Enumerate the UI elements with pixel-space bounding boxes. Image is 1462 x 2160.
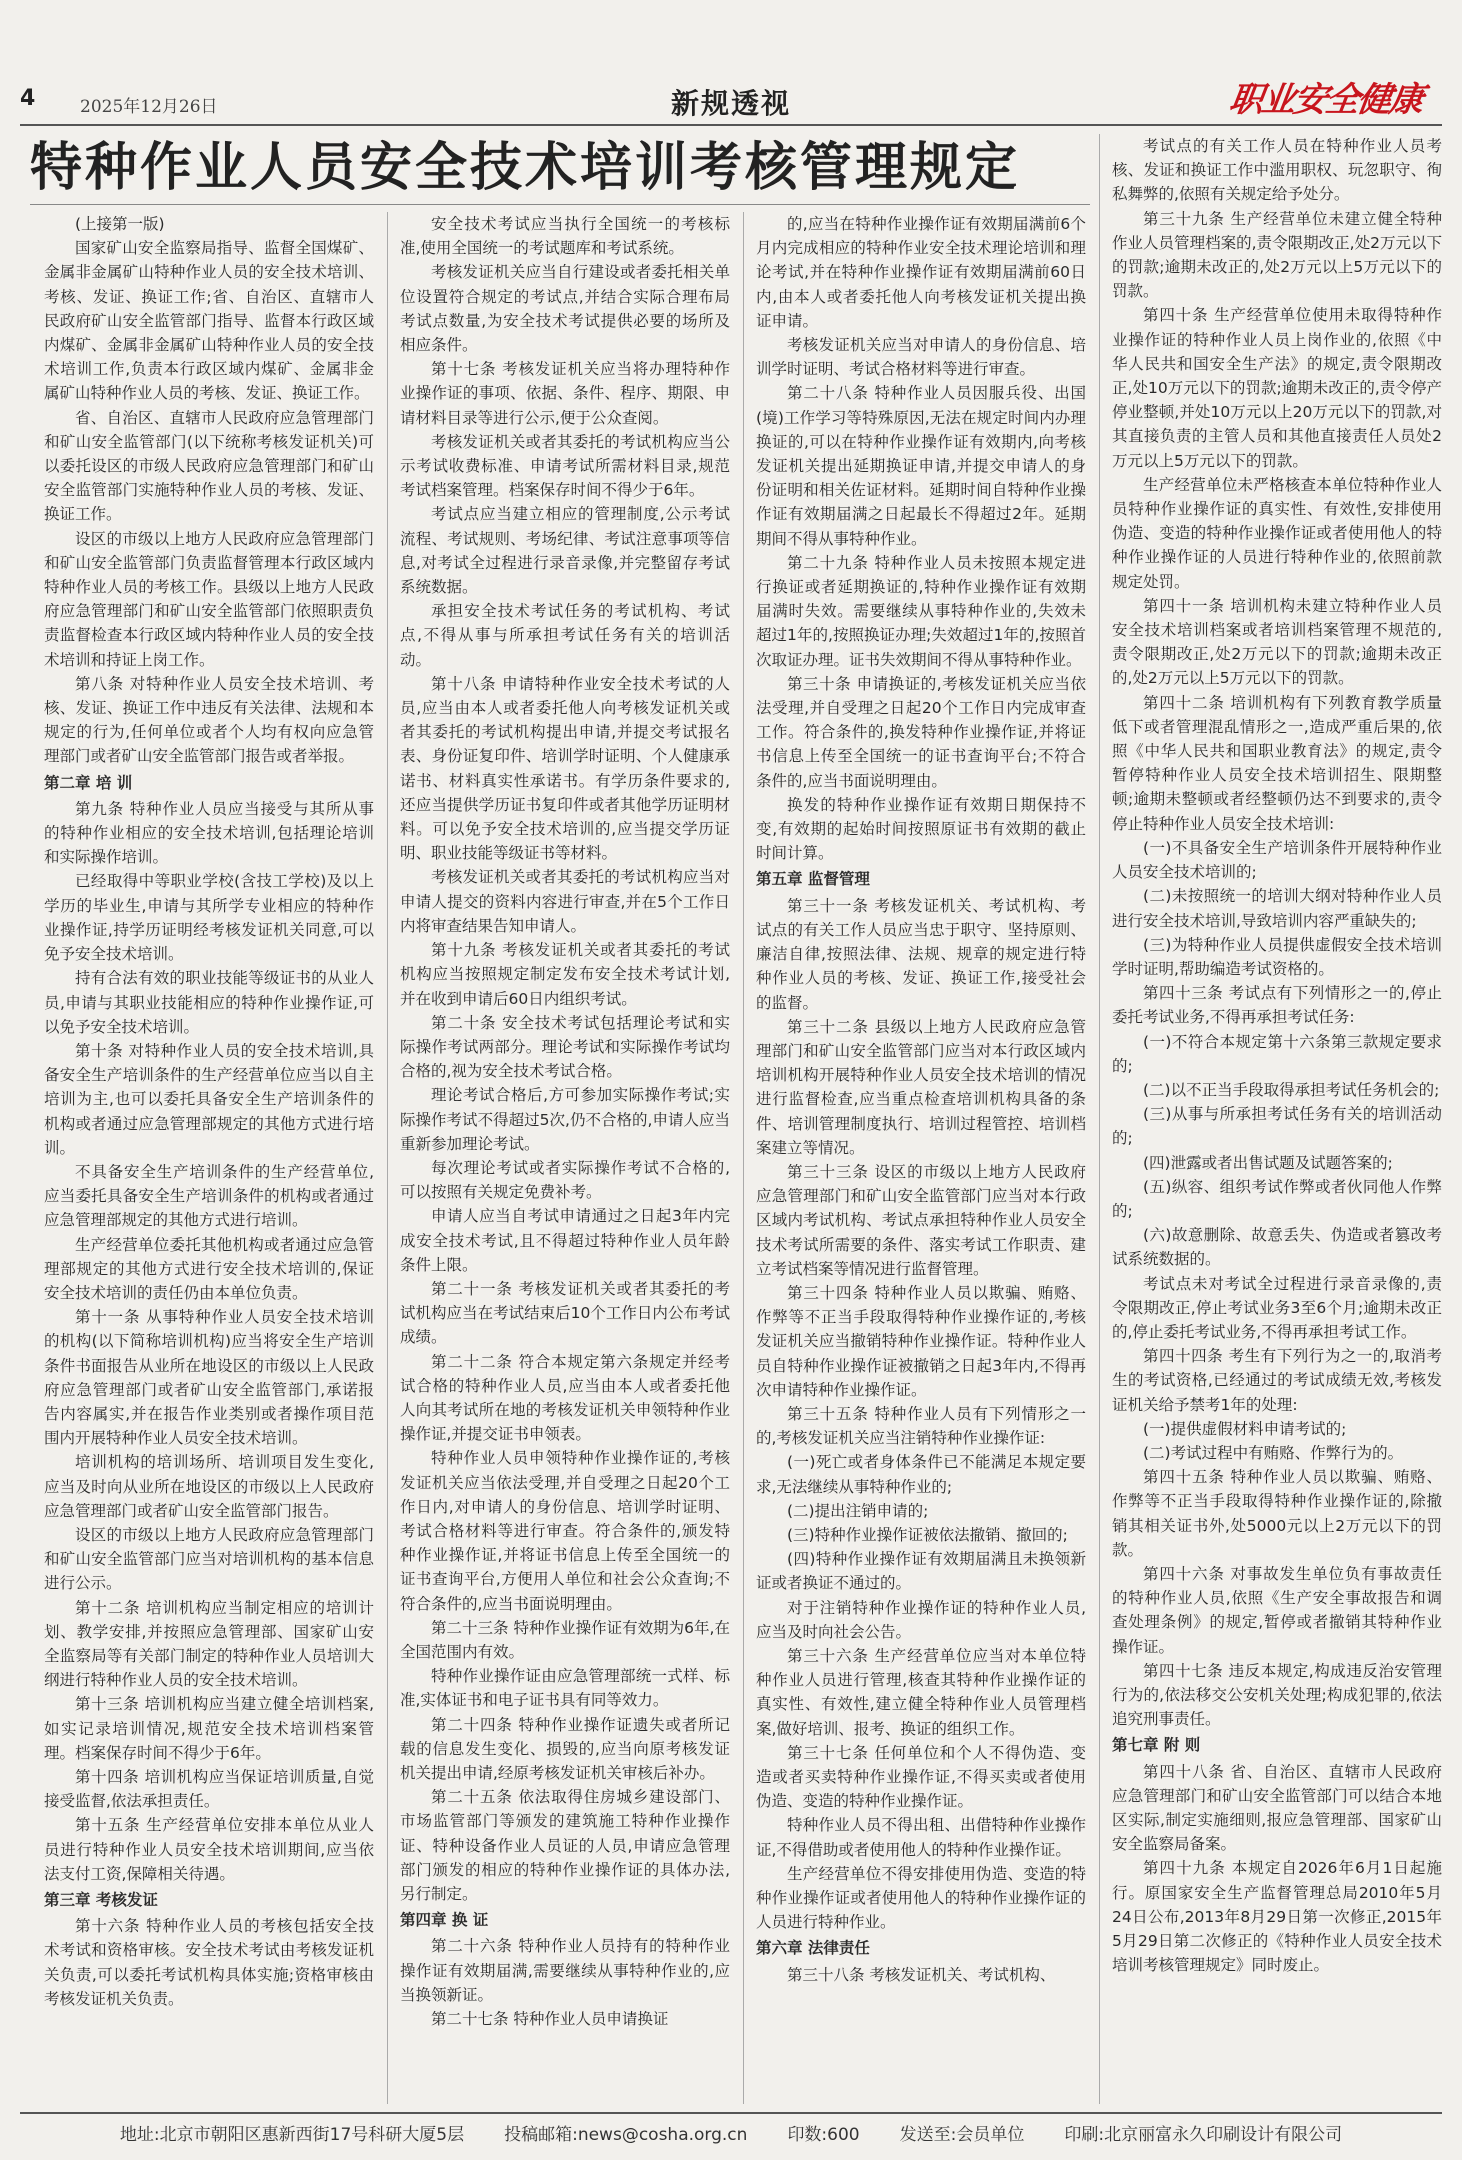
top-rule [20, 124, 1442, 126]
article-paragraph: 第四十六条 对事故发生单位负有事故责任的特种作业人员,依照《生产安全事故报告和调查处理条例》的规定,暂停或者撤销其特种作业操作证。 [1112, 1564, 1442, 1656]
article-paragraph: 第三十二条 县级以上地方人民政府应急管理部门和矿山安全监管部门应当对本行政区域内培训机构开展特种作业人员安全技术培训的情况进行监督检查,应当重点检查培训机构具备的条件、培训管理制度执行、培训过程管控、培训档案建立等情况。 [756, 1017, 1086, 1157]
article-paragraph: 不具备安全生产培训条件的生产经营单位,应当委托具备安全生产培训条件的机构或者通过应急管理部规定的其他方式进行培训。 [44, 1162, 374, 1230]
chapter-heading: 第五章 监督管理 [756, 870, 870, 889]
article-paragraph: 第三十条 申请换证的,考核发证机关应当依法受理,并自受理之日起20个工作日内完成审查工作。符合条件的,换发特种作业操作证,并将证书信息上传至全国统一的证书查询平台;不符合条件的,应当书面说明理由。 [756, 674, 1086, 790]
article-paragraph: 申请人应当自考试申请通过之日起3年内完成安全技术考试,且不得超过特种作业人员年龄条件上限。 [400, 1207, 730, 1274]
article-paragraph: 第二十一条 考核发证机关或者其委托的考试机构应当在考试结束后10个工作日内公布考试成绩。 [400, 1279, 730, 1347]
article-paragraph: (一)不符合本规定第十六条第三款规定要求的; [1112, 1032, 1442, 1075]
article-paragraph: 第二十条 安全技术考试包括理论考试和实际操作考试两部分。理论考试和实际操作考试均合格的,视为安全技术考试合格。 [400, 1013, 730, 1081]
article-paragraph: 第四十四条 考生有下列行为之一的,取消考生的考试资格,已经通过的考试成绩无效,考核发证机关给予禁考1年的处理: [1112, 1347, 1442, 1414]
article-paragraph: (一)提供虚假材料申请考试的; [1143, 1419, 1347, 1438]
article-paragraph: 考核发证机关或者其委托的考试机构应当公示考试收费标准、申请考试所需材料目录,规范考试档案管理。档案保存时间不得少于6年。 [400, 432, 730, 500]
article-paragraph: 承担安全技术考试任务的考试机构、考试点,不得从事与所承担考试任务有关的培训活动。 [400, 602, 730, 669]
article-paragraph: 第十六条 特种作业人员的考核包括安全技术考试和资格审核。安全技术考试由考核发证机关负责,可以委托考试机构具体实施;资格审核由考核发证机关负责。 [44, 1917, 374, 2008]
article-paragraph: 第四十八条 省、自治区、直辖市人民政府应急管理部门和矿山安全监管部门可以结合本地区实际,制定实施细则,报应急管理部、国家矿山安全监察局备案。 [1112, 1762, 1442, 1854]
section-title: 新规透视 [670, 87, 791, 120]
chapter-heading: 第二章 培 训 [44, 773, 133, 792]
bottom-rule [20, 2112, 1442, 2114]
article-paragraph: 第十八条 申请特种作业安全技术考试的人员,应当由本人或者委托他人向考核发证机关或者其委托的考试机构提出申请,并提交考试报名表、身份证复印件、培训学时证明、个人健康承诺书、材料真实性承诺书。有学历条件要求的,还应当提供学历证书复印件或者其他学历证明材料。可以免予安全技术培训的,应当提交学历证明、职业技能等级证书等材料。 [400, 674, 730, 863]
text-column-1 [44, 212, 374, 2104]
article-paragraph: 第十三条 培训机构应当建立健全培训档案,如实记录培训情况,规范安全技术培训档案管理。档案保存时间不得少于6年。 [44, 1695, 374, 1762]
text-column-2 [400, 212, 730, 2104]
article-paragraph: 持有合法有效的职业技能等级证书的从业人员,申请与其职业技能相应的特种作业操作证,可以免予安全技术培训。 [44, 969, 374, 1036]
article-paragraph: 第九条 特种作业人员应当接受与其所从事的特种作业相应的安全技术培训,包括理论培训和实际操作培训。 [44, 799, 374, 867]
article-paragraph: 第十九条 考核发证机关或者其委托的考试机构应当按照规定制定发布安全技术考试计划,并在收到申请后60日内组织考试。 [400, 941, 730, 1008]
article-paragraph: (三)从事与所承担考试任务有关的培训活动的; [1112, 1105, 1442, 1148]
footer-printer: 印刷:北京丽富永久印刷设计有限公司 [1064, 2125, 1343, 2145]
article-paragraph: (六)故意删除、故意丢失、伪造或者篡改考试系统数据的。 [1112, 1226, 1442, 1269]
article-paragraph: 理论考试合格后,方可参加实际操作考试;实际操作考试不得超过5次,仍不合格的,申请人应当重新参加理论考试。 [400, 1086, 730, 1153]
chapter-heading: 第七章 附 则 [1112, 1736, 1201, 1755]
article-paragraph: 特种作业操作证由应急管理部统一式样、标准,实体证书和电子证书具有同等效力。 [400, 1667, 730, 1710]
article-paragraph: 特种作业人员申领特种作业操作证的,考核发证机关应当依法受理,并自受理之日起20个工作日内,对申请人的身份信息、培训学时证明、考试合格材料等进行审查。符合条件的,颁发特种作业操作证,并将证书信息上传至全国统一的证书查询平台,方便用人单位和社会公众查询;不符合条件的,应当书面说明理由。 [400, 1449, 730, 1613]
article-paragraph: 第八条 对特种作业人员安全技术培训、考核、发证、换证工作中违反有关法律、法规和本规定的行为,任何单位或者个人均有权向应急管理部门或者矿山安全监管部门报告或者举报。 [44, 674, 374, 766]
article-paragraph: 生产经营单位不得安排使用伪造、变造的特种作业操作证或者使用他人的特种作业操作证的人员进行特种作业。 [756, 1864, 1086, 1932]
article-paragraph: 已经取得中等职业学校(含技工学校)及以上学历的毕业生,申请与其所学专业相应的特种作业操作证,持学历证明经考核发证机关同意,可以免予安全技术培训。 [44, 872, 374, 964]
article-paragraph: 特种作业人员不得出租、出借特种作业操作证,不得借助或者使用他人的特种作业操作证。 [756, 1816, 1086, 1859]
article-paragraph: 第四十三条 考试点有下列情形之一的,停止委托考试业务,不得再承担考试任务: [1112, 984, 1442, 1027]
article-paragraph: 设区的市级以上地方人民政府应急管理部门和矿山安全监管部门负责监督管理本行政区域内特种作业人员的考核工作。县级以上地方人民政府应急管理部门和矿山安全监管部门依照职责负责监督检查本行政区域内特种作业人员的安全技术培训和持证上岗工作。 [44, 529, 374, 669]
footer-email: 投稿邮箱:news@cosha.org.cn [504, 2125, 748, 2145]
article-paragraph: 考试点未对考试全过程进行录音录像的,责令限期改正,停止考试业务3至6个月;逾期未改正的,停止委托考试业务,不得再承担考试工作。 [1112, 1274, 1442, 1341]
article-paragraph: 第二十六条 特种作业人员持有的特种作业操作证有效期届满,需要继续从事特种作业的,应当换领新证。 [400, 1937, 730, 2004]
chapter-heading: 第三章 考核发证 [44, 1891, 158, 1910]
article-paragraph: 第三十七条 任何单位和个人不得伪造、变造或者买卖特种作业操作证,不得买卖或者使用伪造、变造的特种作业操作证。 [756, 1743, 1086, 1811]
article-paragraph: 省、自治区、直辖市人民政府应急管理部门和矿山安全监管部门(以下统称考核发证机关)可以委托设区的市级人民政府应急管理部门和矿山安全监管部门实施特种作业人员的考核、发证、换证工作。 [44, 408, 374, 524]
page-number: 4 [20, 86, 36, 111]
article-paragraph: 第三十八条 考核发证机关、考试机构、 [787, 1965, 1056, 1984]
article-paragraph: 第四十二条 培训机构有下列教育教学质量低下或者管理混乱情形之一,造成严重后果的,依照《中华人民共和国职业教育法》的规定,责令暂停特种作业人员安全技术培训招生、限期整顿;逾期未整顿或者经整顿仍达不到要求的,责令停止特种作业人员安全技术培训: [1112, 693, 1442, 833]
article-paragraph: 安全技术考试应当执行全国统一的考核标准,使用全国统一的考试题库和考试系统。 [400, 215, 730, 258]
article-headline: 特种作业人员安全技术培训考核管理规定 [30, 138, 1021, 198]
article-paragraph: 考核发证机关应当自行建设或者委托相关单位设置符合规定的考试点,并结合实际合理布局考试点数量,为安全技术考试提供必要的场所及相应条件。 [400, 263, 730, 355]
column-separator [387, 212, 388, 2104]
article-paragraph: 培训机构的培训场所、培训项目发生变化,应当及时向从业所在地设区的市级以上人民政府应急管理部门或者矿山安全监管部门报告。 [44, 1453, 374, 1520]
footer-address: 地址:北京市朝阳区惠新西街17号科研大厦5层 [119, 2125, 465, 2145]
issue-date: 2025年12月26日 [80, 97, 218, 117]
article-paragraph: 第三十六条 生产经营单位应当对本单位特种作业人员进行管理,核查其特种作业操作证的真实性、有效性,建立健全特种作业人员管理档案,做好培训、报考、换证的组织工作。 [756, 1646, 1086, 1738]
footer-print-count: 印数:600 [787, 2125, 860, 2145]
article-paragraph: 第三十四条 特种作业人员以欺骗、贿赂、作弊等不正当手段取得特种作业操作证的,考核发证机关应当撤销特种作业操作证。特种作业人员自特种作业操作证被撤销之日起3年内,不得再次申请特种作业操作证。 [756, 1283, 1086, 1399]
article-paragraph: (二)考试过程中有贿赂、作弊行为的。 [1143, 1443, 1404, 1462]
article-paragraph: 第二十七条 特种作业人员申请换证 [431, 2010, 669, 2029]
article-paragraph: 考试点应当建立相应的管理制度,公示考试流程、考试规则、考场纪律、考试注意事项等信息,对考试全过程进行录音录像,并完整留存考试系统数据。 [400, 505, 730, 597]
article-paragraph: 考核发证机关或者其委托的考试机构应当对申请人提交的资料内容进行审查,并在5个工作日内将审查结果告知申请人。 [400, 868, 730, 935]
article-paragraph: (上接第一版) [75, 215, 165, 233]
article-paragraph: (二)以不正当手段取得承担考试任务机会的; [1143, 1080, 1440, 1099]
article-paragraph: 第十七条 考核发证机关应当将办理特种作业操作证的事项、依据、条件、程序、期限、申请材料目录等进行公示,便于公众查阅。 [400, 360, 730, 427]
article-paragraph: (一)死亡或者身体条件已不能满足本规定要求,无法继续从事特种作业的; [756, 1453, 1086, 1496]
article-paragraph: 第十二条 培训机构应当制定相应的培训计划、教学安排,并按照应急管理部、国家矿山安全监察局等有关部门制定的特种作业人员培训大纲进行特种作业人员的安全技术培训。 [44, 1598, 374, 1690]
article-paragraph: 第十四条 培训机构应当保证培训质量,自觉接受监督,依法承担责任。 [44, 1768, 374, 1811]
article-paragraph: 第三十五条 特种作业人员有下列情形之一的,考核发证机关应当注销特种作业操作证: [756, 1404, 1086, 1448]
article-paragraph: 生产经营单位委托其他机构或者通过应急管理部规定的其他方式进行安全技术培训的,保证安全技术培训的责任仍由本单位负责。 [44, 1235, 374, 1302]
article-paragraph: 考试点的有关工作人员在特种作业人员考核、发证和换证工作中滥用职权、玩忽职守、徇私舞弊的,依照有关规定给予处分。 [1112, 137, 1442, 204]
article-paragraph: 第四十五条 特种作业人员以欺骗、贿赂、作弊等不正当手段取得特种作业操作证的,除撤销其相关证书外,处5000元以上2万元以下的罚款。 [1112, 1468, 1442, 1559]
column-separator [743, 212, 744, 2104]
article-paragraph: (二)未按照统一的培训大纲对特种作业人员进行安全技术培训,导致培训内容严重缺失的; [1112, 887, 1442, 930]
masthead-logo: 职业安全健康 [1226, 80, 1425, 120]
article-paragraph: 每次理论考试或者实际操作考试不合格的,可以按照有关规定免费补考。 [400, 1158, 730, 1202]
article-paragraph: 生产经营单位未严格核查本单位特种作业人员特种作业操作证的真实性、有效性,安排使用伪造、变造的特种作业操作证或者使用他人的特种作业操作证的人员进行特种作业的,依照前款规定处罚。 [1112, 475, 1442, 591]
article-paragraph: (四)泄露或者出售试题及试题答案的; [1143, 1153, 1393, 1172]
article-paragraph: (一)不具备安全生产培训条件开展特种作业人员安全技术培训的; [1112, 838, 1442, 882]
headline-rule [30, 204, 1090, 205]
article-paragraph: (五)纵容、组织考试作弊或者伙同他人作弊的; [1112, 1177, 1442, 1220]
article-paragraph: (二)提出注销申请的; [787, 1501, 929, 1520]
article-paragraph: 第三十三条 设区的市级以上地方人民政府应急管理部门和矿山安全监管部门应当对本行政区域内考试机构、考试点承担特种作业人员安全技术考试所需要的条件、落实考试工作职责、建立考试档案等情况进行监督管理。 [756, 1162, 1086, 1278]
article-paragraph: 设区的市级以上地方人民政府应急管理部门和矿山安全监管部门应当对培训机构的基本信息进行公示。 [44, 1525, 374, 1593]
article-paragraph: 第三十一条 考核发证机关、考试机构、考试点的有关工作人员应当忠于职守、坚持原则、廉洁自律,按照法律、法规、规章的规定进行特种作业人员的考核、发证、换证工作,接受社会的监督。 [756, 896, 1086, 1012]
text-column-3 [756, 212, 1086, 2104]
footer [0, 2120, 1462, 2150]
article-paragraph: 第十一条 从事特种作业人员安全技术培训的机构(以下简称培训机构)应当将安全生产培训条件书面报告从业所在地设区的市级以上人民政府应急管理部门或者矿山安全监管部门,承诺报告内容属实,并在报告作业类别或者操作项目范围内开展特种作业人员安全技术培训。 [44, 1308, 374, 1448]
article-paragraph: 换发的特种作业操作证有效期日期保持不变,有效期的起始时间按照原证书有效期的截止时间计算。 [756, 795, 1086, 863]
article-paragraph: 第十五条 生产经营单位安排本单位从业人员进行特种作业人员安全技术培训期间,应当依法支付工资,保障相关待遇。 [44, 1816, 374, 1883]
article-paragraph: 对于注销特种作业操作证的特种作业人员,应当及时向社会公告。 [756, 1598, 1086, 1641]
article-paragraph: 第二十三条 特种作业操作证有效期为6年,在全国范围内有效。 [400, 1618, 730, 1661]
article-paragraph: 第四十九条 本规定自2026年6月1日起施行。原国家安全生产监督管理总局2010年5月24日公布,2013年8月29日第一次修正,2015年5月29日第二次修正的《特种作业人员安全技术培训考核管理规定》同时废止。 [1112, 1859, 1442, 1975]
article-paragraph: 的,应当在特种作业操作证有效期届满前6个月内完成相应的特种作业安全技术理论培训和理论考试,并在特种作业操作证有效期届满前60日内,由本人或者委托他人向考核发证机关提出换证申请。 [756, 215, 1086, 330]
article-paragraph: 第十条 对特种作业人员的安全技术培训,具备安全生产培训条件的生产经营单位应当以自主培训为主,也可以委托具备安全生产培训条件的机构或者通过应急管理部规定的其他方式进行培训。 [44, 1041, 374, 1157]
article-paragraph: 考核发证机关应当对申请人的身份信息、培训学时证明、考试合格材料等进行审查。 [756, 336, 1086, 379]
article-paragraph: 第四十一条 培训机构未建立特种作业人员安全技术培训档案或者培训档案管理不规范的,责令限期改正,处2万元以下的罚款;逾期未改正的,处2万元以上5万元以下的罚款。 [1112, 596, 1442, 688]
article-paragraph: (三)特种作业操作证被依法撤销、撤回的; [787, 1525, 1068, 1544]
text-column-4 [1112, 134, 1442, 2104]
article-paragraph: 第三十九条 生产经营单位未建立健全特种作业人员管理档案的,责令限期改正,处2万元以下的罚款;逾期未改正的,处2万元以上5万元以下的罚款。 [1112, 209, 1442, 301]
article-paragraph: (三)为特种作业人员提供虚假安全技术培训学时证明,帮助编造考试资格的。 [1112, 935, 1442, 978]
article-paragraph: 第二十九条 特种作业人员未按照本规定进行换证或者延期换证的,特种作业操作证有效期届满时失效。需要继续从事特种作业的,失效未超过1年的,按照换证办理;失效超过1年的,按照首次取证办理。证书失效期间不得从事特种作业。 [756, 553, 1086, 669]
article-paragraph: 第二十五条 依法取得住房城乡建设部门、市场监管部门等颁发的建筑施工特种作业操作证、特种设备作业人员证的人员,申请应急管理部门颁发的相应的特种作业操作证的具体办法,另行制定。 [400, 1788, 730, 1904]
chapter-heading: 第四章 换 证 [400, 1911, 489, 1930]
footer-distribution: 发送至:会员单位 [899, 2125, 1025, 2145]
article-paragraph: 第二十二条 符合本规定第六条规定并经考试合格的特种作业人员,应当由本人或者委托他人向其考试所在地的考核发证机关申领特种作业操作证,并提交证书申领表。 [400, 1352, 730, 1444]
chapter-heading: 第六章 法律责任 [756, 1939, 870, 1958]
article-paragraph: 第二十八条 特种作业人员因服兵役、出国(境)工作学习等特殊原因,无法在规定时间内办理换证的,可以在特种作业操作证有效期内,向考核发证机关提出延期换证申请,并提交申请人的身份证明和相关佐证材料。延期时间自特种作业操作证有效期届满之日起最长不得超过2年。延期期间不得从事特种作业。 [756, 384, 1086, 548]
article-paragraph: 国家矿山安全监察局指导、监督全国煤矿、金属非金属矿山特种作业人员的安全技术培训、考核、发证、换证工作;省、自治区、直辖市人民政府矿山安全监管部门指导、监督本行政区域内煤矿、金属非金属矿山特种作业人员的安全技术培训工作,负责本行政区域内煤矿、金属非金属矿山特种作业人员的考核、发证、换证工作。 [44, 239, 374, 403]
article-paragraph: 第二十四条 特种作业操作证遗失或者所记载的信息发生变化、损毁的,应当向原考核发证机关提出申请,经原考核发证机关审核后补办。 [400, 1715, 730, 1782]
article-paragraph: 第四十条 生产经营单位使用未取得特种作业操作证的特种作业人员上岗作业的,依照《中华人民共和国安全生产法》的规定,责令限期改正,处10万元以下的罚款;逾期未改正的,责令停产停业整顿,并处10万元以上20万元以下的罚款,对其直接负责的主管人员和其他直接责任人员处2万元以上5万元以下的罚款。 [1112, 306, 1442, 470]
article-paragraph: 第四十七条 违反本规定,构成违反治安管理行为的,依法移交公安机关处理;构成犯罪的,依法追究刑事责任。 [1112, 1661, 1442, 1729]
article-paragraph: (四)特种作业操作证有效期届满且未换领新证或者换证不通过的。 [756, 1550, 1086, 1593]
column-separator [1099, 134, 1100, 2104]
